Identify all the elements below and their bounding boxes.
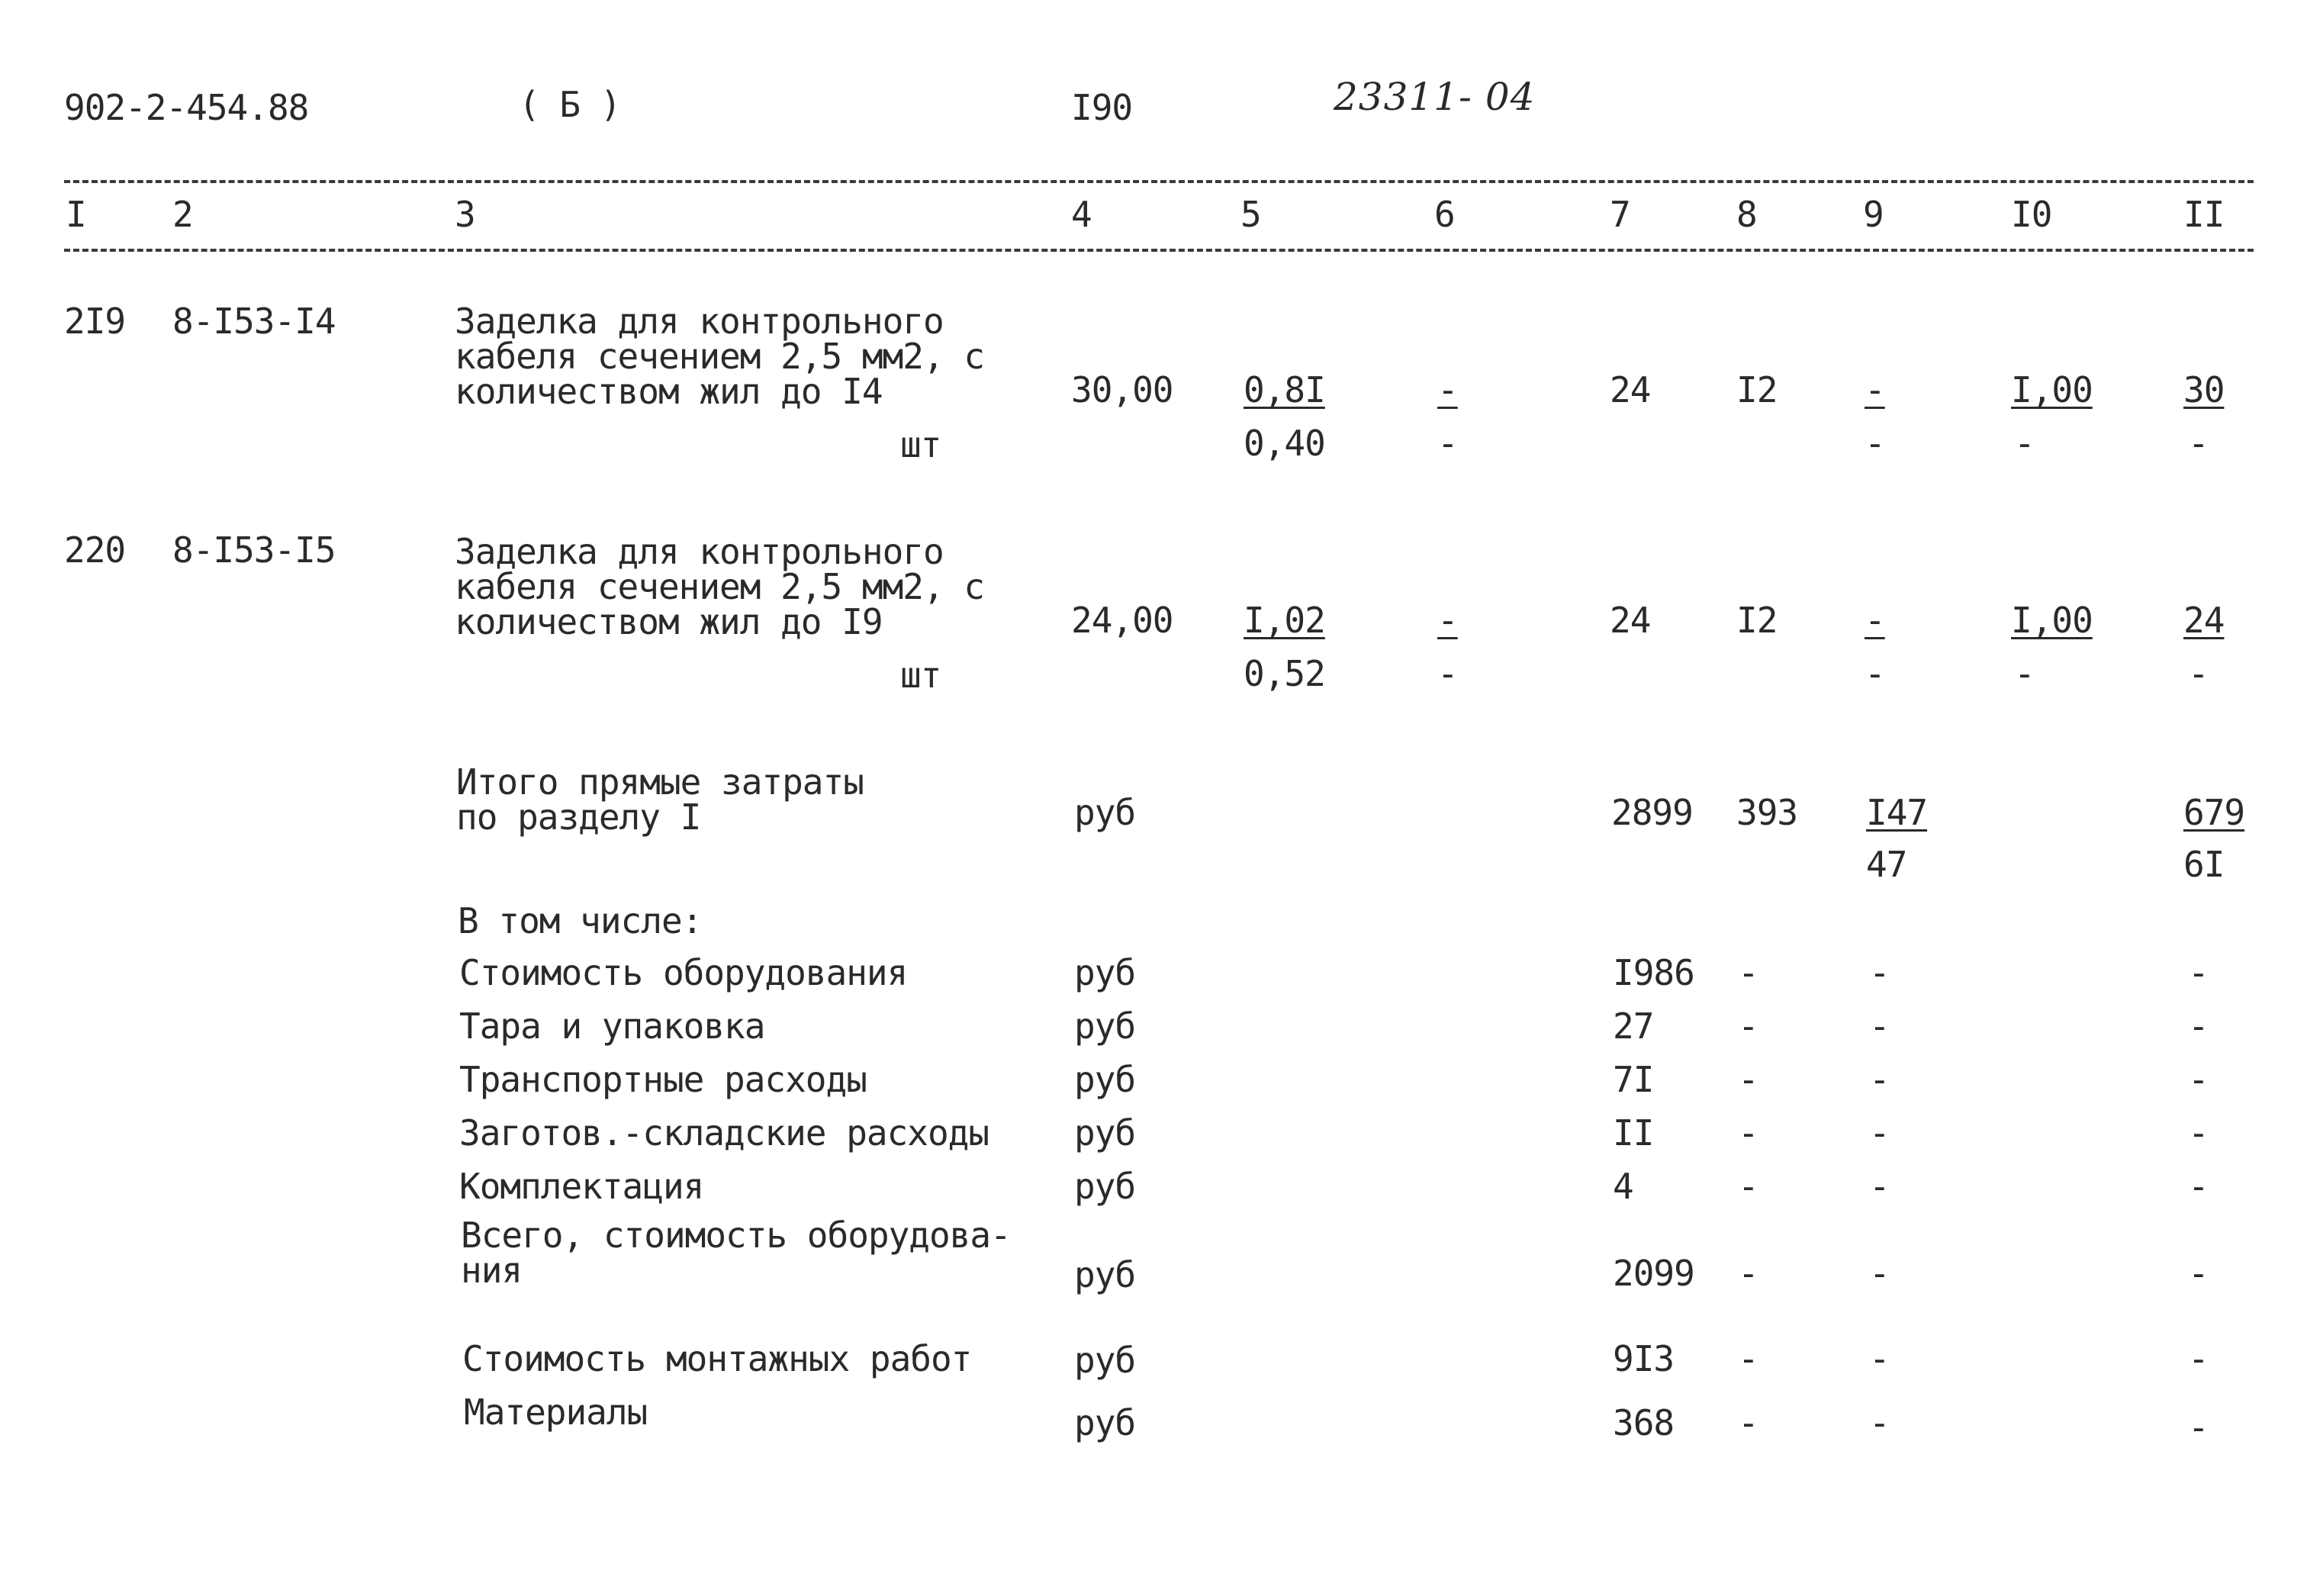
item-description-line: кабеля сечением 2,5 мм2, с xyxy=(455,336,985,377)
materials-unit: руб xyxy=(1074,1402,1136,1443)
sheet-letter: ( Б ) xyxy=(519,84,621,125)
document-code: 902-2-454.88 xyxy=(64,87,309,128)
summary-col11: - xyxy=(2188,1166,2209,1207)
summary-label: Заготов.-складские расходы xyxy=(459,1112,989,1154)
item-col7: 24 xyxy=(1610,369,1651,410)
item-col8: I2 xyxy=(1736,600,1778,641)
summary-unit: руб xyxy=(1074,1059,1136,1100)
summary-unit: руб xyxy=(1074,1112,1136,1154)
summary-label: Комплектация xyxy=(459,1166,704,1207)
item-col5-bottom: 0,52 xyxy=(1244,653,1325,694)
summary-col9: - xyxy=(1869,1059,1890,1100)
summary-col7: II xyxy=(1613,1112,1654,1154)
summary-col7: 7I xyxy=(1613,1059,1654,1100)
column-header-3: 3 xyxy=(455,194,475,235)
total-equipment-col7: 2099 xyxy=(1613,1253,1694,1294)
summary-unit: руб xyxy=(1074,1006,1136,1047)
total-equipment-col9: - xyxy=(1869,1253,1890,1294)
column-header-2: 2 xyxy=(172,194,193,235)
summary-col8: - xyxy=(1738,952,1758,993)
materials-col7: 368 xyxy=(1613,1402,1675,1443)
total-col9-top: I47 xyxy=(1866,792,1928,833)
summary-unit: руб xyxy=(1074,1166,1136,1207)
total-equipment-col8: - xyxy=(1738,1253,1758,1294)
item-number: 2I9 xyxy=(64,301,126,342)
total-col11-top: 679 xyxy=(2183,792,2245,833)
item-col11-top: 24 xyxy=(2183,600,2225,641)
item-unit: шт xyxy=(900,424,941,465)
item-number: 220 xyxy=(64,529,126,571)
item-col6-bottom: - xyxy=(1437,653,1458,694)
materials-col11: - xyxy=(2188,1407,2209,1448)
summary-label: Тара и упаковка xyxy=(459,1006,765,1047)
total-col8: 393 xyxy=(1736,792,1798,833)
summary-col8: - xyxy=(1738,1112,1758,1154)
summary-label: Стоимость оборудования xyxy=(459,952,908,993)
column-header-4: 4 xyxy=(1071,194,1092,235)
total-col7: 2899 xyxy=(1611,792,1693,833)
materials-col9: - xyxy=(1869,1402,1890,1443)
column-header-11: II xyxy=(2183,194,2225,235)
including-label: В том числе: xyxy=(458,900,703,941)
item-col9-top: - xyxy=(1865,600,1885,641)
materials-col8: - xyxy=(1738,1402,1758,1443)
summary-col8: - xyxy=(1738,1006,1758,1047)
column-header-6: 6 xyxy=(1434,194,1455,235)
column-header-10: I0 xyxy=(2011,194,2052,235)
summary-col7: I986 xyxy=(1613,952,1694,993)
column-header-5: 5 xyxy=(1240,194,1261,235)
installation-label: Стоимость монтажных работ xyxy=(462,1338,972,1379)
item-col11-top: 30 xyxy=(2183,369,2225,410)
item-col11-bottom: - xyxy=(2188,423,2209,464)
summary-col9: - xyxy=(1869,1112,1890,1154)
item-description-line: количеством жил до I4 xyxy=(455,371,883,412)
item-col5-top: I,02 xyxy=(1244,600,1325,641)
item-col7: 24 xyxy=(1610,600,1651,641)
summary-col7: 4 xyxy=(1613,1166,1633,1207)
item-description-line: Заделка для контрольного xyxy=(455,301,944,342)
item-quantity: 24,00 xyxy=(1071,600,1173,641)
summary-col9: - xyxy=(1869,1166,1890,1207)
summary-col9: - xyxy=(1869,952,1890,993)
column-header-9: 9 xyxy=(1863,194,1884,235)
item-col10-top: I,00 xyxy=(2011,600,2093,641)
total-equipment-label-line: ния xyxy=(461,1250,523,1291)
summary-col11: - xyxy=(2188,1112,2209,1154)
item-unit: шт xyxy=(900,655,941,696)
total-equipment-unit: руб xyxy=(1074,1254,1136,1295)
total-label-line: Итого прямые затраты xyxy=(456,761,864,803)
summary-col11: - xyxy=(2188,952,2209,993)
item-code: 8-I53-I4 xyxy=(172,301,336,342)
summary-col8: - xyxy=(1738,1166,1758,1207)
total-col11-bottom: 6I xyxy=(2183,844,2225,885)
item-description-line: количеством жил до I9 xyxy=(455,601,883,642)
item-col8: I2 xyxy=(1736,369,1778,410)
item-col6-top: - xyxy=(1437,369,1458,410)
item-col6-top: - xyxy=(1437,600,1458,641)
installation-col11: - xyxy=(2188,1338,2209,1379)
item-quantity: 30,00 xyxy=(1071,369,1173,410)
summary-col11: - xyxy=(2188,1059,2209,1100)
item-col5-top: 0,8I xyxy=(1244,369,1325,410)
total-label-line: по разделу I xyxy=(456,796,701,838)
summary-col7: 27 xyxy=(1613,1006,1654,1047)
item-col10-bottom: - xyxy=(2014,653,2035,694)
summary-col8: - xyxy=(1738,1059,1758,1100)
summary-unit: руб xyxy=(1074,952,1136,993)
header-bottom-divider xyxy=(64,249,2254,252)
item-col9-bottom: - xyxy=(1865,653,1885,694)
total-unit: руб xyxy=(1074,792,1136,833)
column-header-7: 7 xyxy=(1610,194,1630,235)
item-col5-bottom: 0,40 xyxy=(1244,423,1325,464)
total-equipment-col11: - xyxy=(2188,1253,2209,1294)
item-col11-bottom: - xyxy=(2188,653,2209,694)
item-col10-top: I,00 xyxy=(2011,369,2093,410)
installation-col9: - xyxy=(1869,1338,1890,1379)
summary-col11: - xyxy=(2188,1006,2209,1047)
item-col10-bottom: - xyxy=(2014,423,2035,464)
total-col9-bottom: 47 xyxy=(1866,844,1907,885)
installation-unit: руб xyxy=(1074,1340,1136,1381)
column-header-8: 8 xyxy=(1736,194,1757,235)
column-header-1: I xyxy=(66,194,86,235)
handwritten-reference: 23311- 04 xyxy=(1334,75,1536,119)
item-code: 8-I53-I5 xyxy=(172,529,336,571)
page-number: I90 xyxy=(1071,87,1133,128)
item-description-line: кабеля сечением 2,5 мм2, с xyxy=(455,566,985,607)
summary-col9: - xyxy=(1869,1006,1890,1047)
item-col9-top: - xyxy=(1865,369,1885,410)
total-equipment-label-line: Всего, стоимость оборудова- xyxy=(461,1215,1011,1256)
installation-col7: 9I3 xyxy=(1613,1338,1675,1379)
header-top-divider xyxy=(64,180,2254,183)
summary-label: Транспортные расходы xyxy=(459,1059,867,1100)
materials-label: Материалы xyxy=(464,1392,648,1433)
item-col6-bottom: - xyxy=(1437,423,1458,464)
item-description-line: Заделка для контрольного xyxy=(455,531,944,572)
installation-col8: - xyxy=(1738,1338,1758,1379)
item-col9-bottom: - xyxy=(1865,423,1885,464)
